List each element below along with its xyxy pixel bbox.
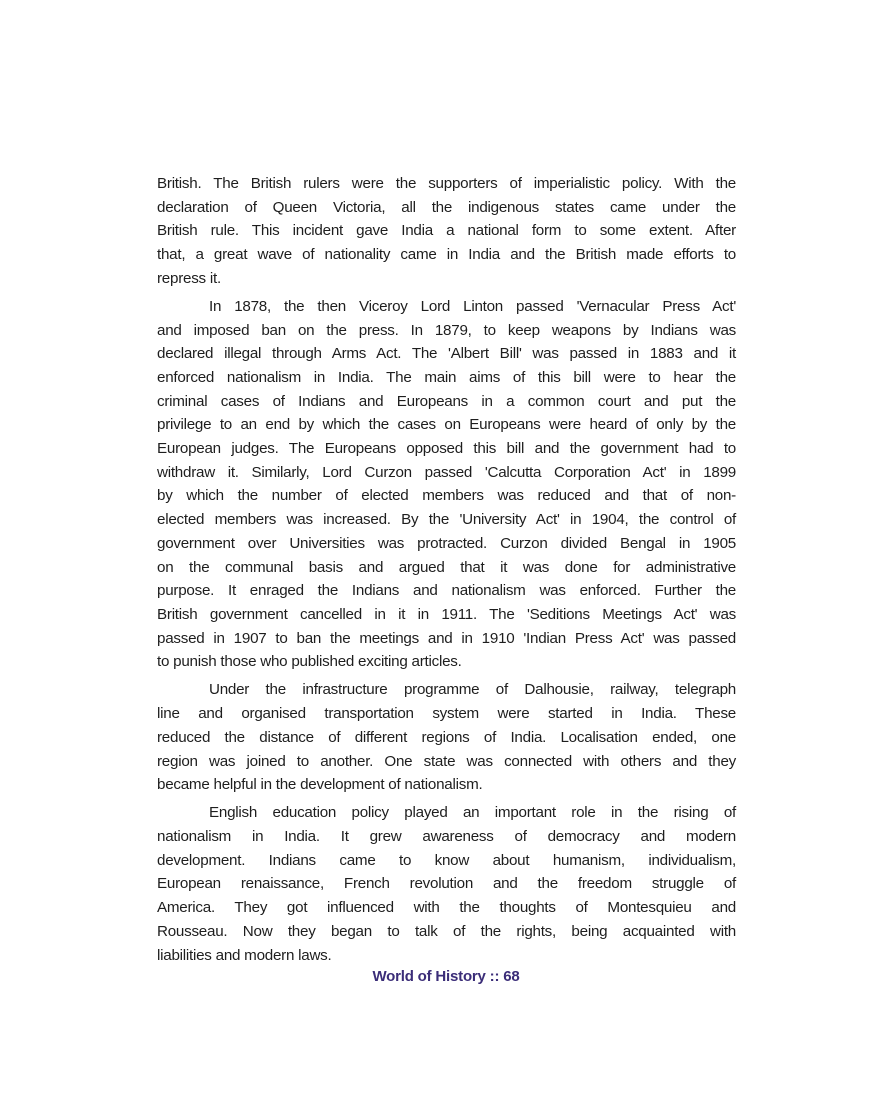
- text-line: and imposed ban on the press. In 1879, to keep weapons by Indians was: [157, 321, 736, 339]
- text-line: repress it.: [157, 269, 221, 287]
- text-line: European renaissance, French revolution and the freedom struggle of: [157, 875, 736, 893]
- text-line: reduced the distance of different regions of India. Localisation ended, one: [157, 728, 736, 746]
- text-line: withdraw it. Similarly, Lord Curzon passed 'Calcutta Corporation Act' in 1899: [157, 463, 736, 481]
- text-line: criminal cases of Indians and Europeans in a common court and put the: [157, 392, 736, 410]
- text-line: In 1878, the then Viceroy Lord Linton passed 'Vernacular Press Act': [209, 297, 736, 315]
- text-line: nationalism in India. It grew awareness of democracy and modern: [157, 828, 736, 846]
- text-line: declaration of Queen Victoria, all the indigenous states came under the: [157, 198, 736, 216]
- text-line: America. They got influenced with the thoughts of Montesquieu and: [157, 899, 736, 917]
- text-line: on the communal basis and argued that it was done for administrative: [157, 558, 736, 576]
- text-line: passed in 1907 to ban the meetings and in 1910 'Indian Press Act' was passed: [157, 629, 736, 647]
- text-line: Rousseau. Now they began to talk of the rights, being acquainted with: [157, 922, 736, 940]
- paragraph: [157, 172, 736, 290]
- text-line: by which the number of elected members was reduced and that of non-: [157, 487, 736, 505]
- text-line: purpose. It enraged the Indians and nationalism was enforced. Further the: [157, 582, 736, 600]
- text-line: development. Indians came to know about humanism, individualism,: [157, 851, 736, 869]
- text-line: enforced nationalism in India. The main aims of this bill were to hear the: [157, 369, 736, 386]
- paragraph: [157, 801, 736, 967]
- text-line: declared illegal through Arms Act. The 'Albert Bill' was passed in 1883 and it: [157, 345, 736, 363]
- text-line: that, a great wave of nationality came in India and the British made efforts to: [157, 246, 736, 264]
- text-line: European judges. The Europeans opposed this bill and the government had to: [157, 440, 736, 458]
- paragraph: [157, 295, 736, 674]
- text-line: became helpful in the development of nationalism.: [157, 776, 483, 794]
- text-line: British government cancelled in it in 1911. The 'Seditions Meetings Act' was: [157, 605, 736, 623]
- text-line: Under the infrastructure programme of Dalhousie, railway, telegraph: [209, 681, 736, 699]
- text-line: liabilities and modern laws.: [157, 946, 332, 964]
- text-line: English education policy played an important role in the rising of: [209, 804, 736, 822]
- text-line: British. The British rulers were the supporters of imperialistic policy. With the: [157, 175, 736, 192]
- page-footer: World of History :: 68: [372, 968, 520, 985]
- text-line: privilege to an end by which the cases on Europeans were heard of only by the: [157, 416, 736, 434]
- text-line: region was joined to another. One state was connected with others and they: [157, 752, 736, 770]
- paragraph: [157, 678, 736, 796]
- text-line: British rule. This incident gave India a national form to some extent. After: [157, 222, 736, 240]
- body-text: [157, 172, 736, 972]
- text-line: government over Universities was protracted. Curzon divided Bengal in 1905: [157, 534, 736, 552]
- text-line: line and organised transportation system were started in India. These: [157, 705, 736, 723]
- text-line: elected members was increased. By the 'University Act' in 1904, the control of: [157, 511, 736, 529]
- text-line: to punish those who published exciting articles.: [157, 653, 462, 671]
